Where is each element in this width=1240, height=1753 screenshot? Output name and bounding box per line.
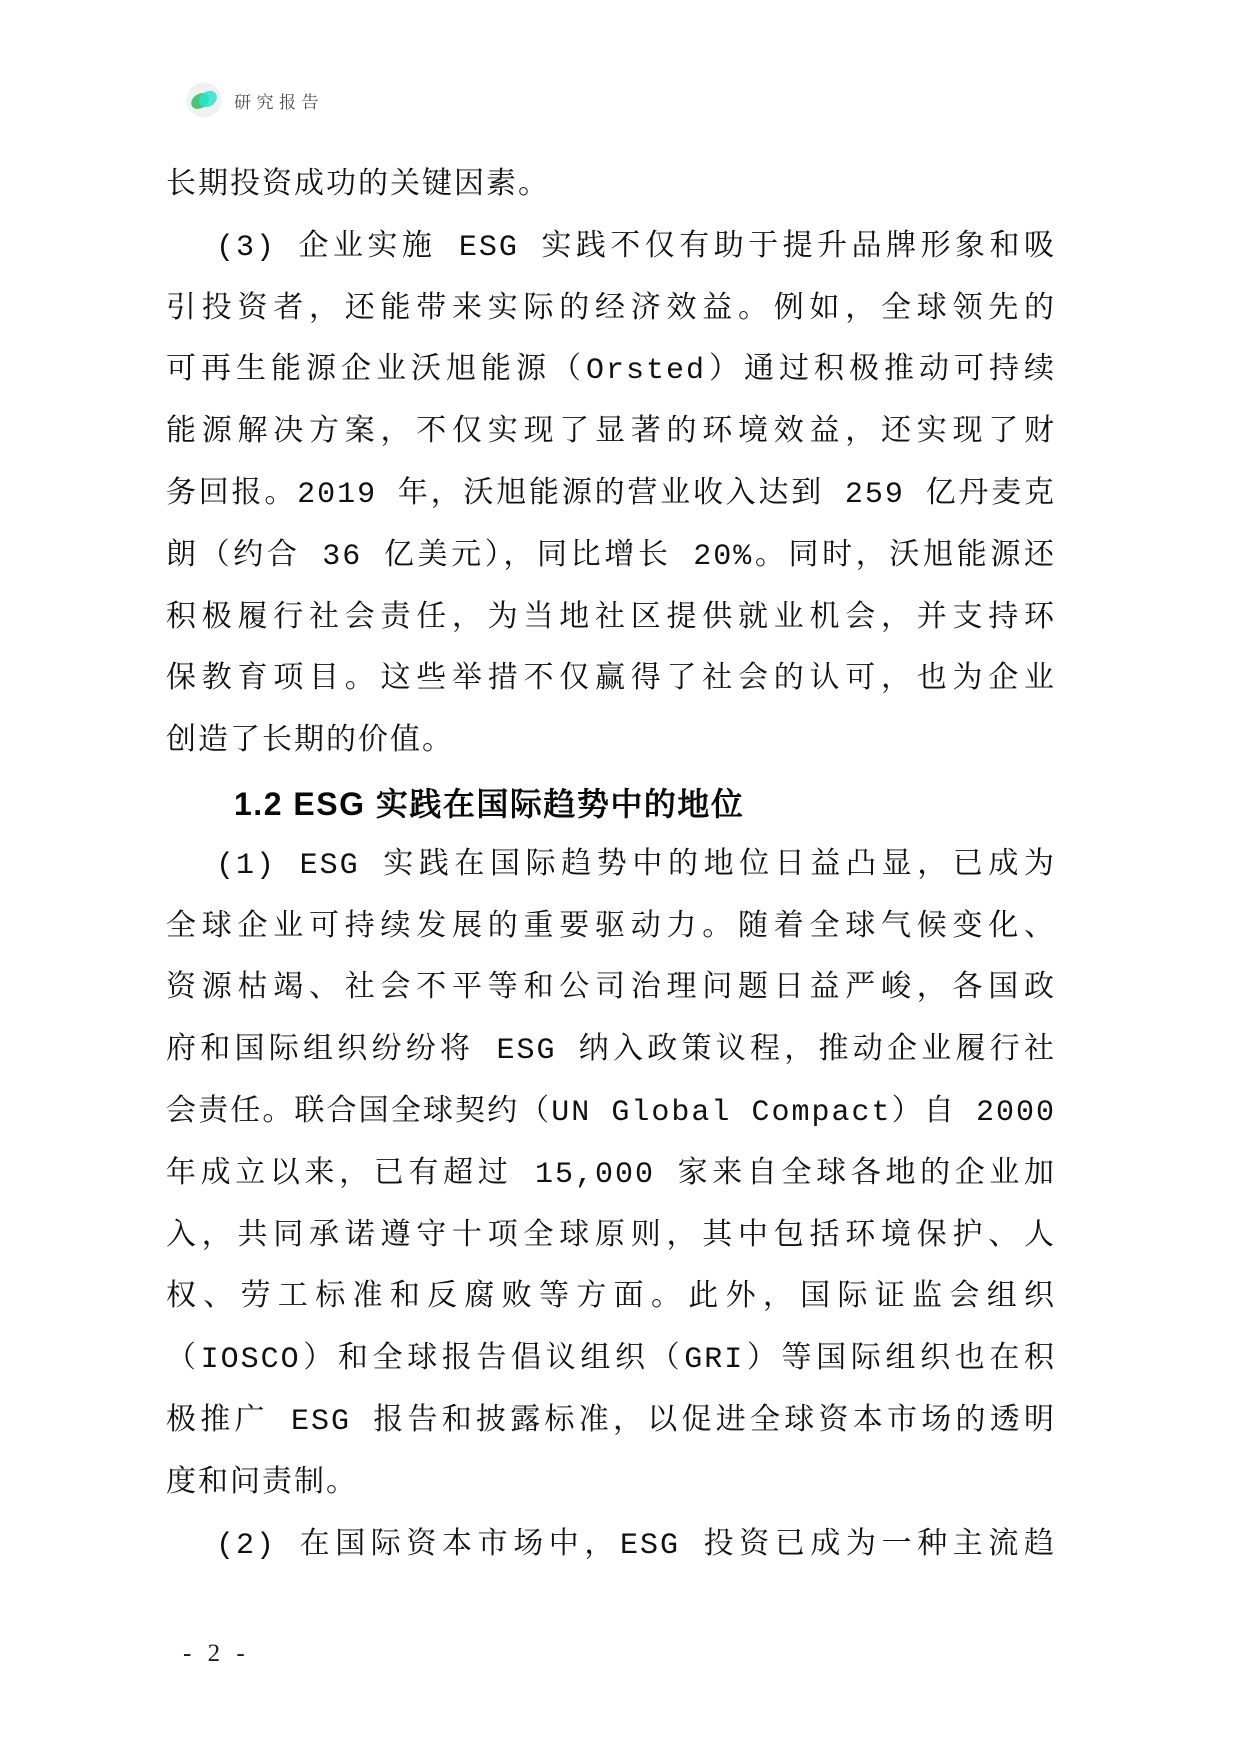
body-line: 长期投资成功的关键因素。 (166, 169, 550, 203)
body-line: 保教育项目。这些举措不仅赢得了社会的认可，也为企业 (166, 663, 1056, 698)
body-line: 引投资者，还能带来实际的经济效益。例如，全球领先的 (166, 292, 1056, 327)
section-heading: 1.2 ESG 实践在国际趋势中的地位 (234, 785, 745, 822)
body-line: 入，共同承诺遵守十项全球原则，其中包括环境保护、人 (166, 1219, 1056, 1254)
body-line: 府和国际组织纷纷将 ESG 纳入政策议程，推动企业履行社 (166, 1034, 1056, 1069)
body-line: 权、劳工标准和反腐败等方面。此外，国际证监会组织 (166, 1281, 1056, 1316)
body-line: 极推广 ESG 报告和披露标准，以促进全球资本市场的透明 (166, 1404, 1056, 1439)
body-line: 可再生能源企业沃旭能源（Orsted）通过积极推动可持续 (166, 354, 1056, 389)
body-line: 务回报。2019 年，沃旭能源的营业收入达到 259 亿丹麦克 (166, 477, 1056, 512)
body-line: 年成立以来，已有超过 15,000 家来自全球各地的企业加 (166, 1157, 1056, 1192)
body-line: (2) 在国际资本市场中，ESG 投资已成为一种主流趋 (216, 1528, 1056, 1563)
body-line: 能源解决方案，不仅实现了显著的环境效益，还实现了财 (166, 416, 1056, 451)
body-line: 资源枯竭、社会不平等和公司治理问题日益严峻，各国政 (166, 972, 1056, 1007)
document-body (166, 156, 1056, 1577)
body-line: 朗（约合 36 亿美元），同比增长 20%。同时，沃旭能源还 (166, 539, 1056, 574)
body-line: （IOSCO）和全球报告倡议组织（GRI）等国际组织也在积 (166, 1343, 1056, 1378)
body-line: 积极履行社会责任，为当地社区提供就业机会，并支持环 (166, 601, 1056, 636)
body-line: 会责任。联合国全球契约（UN Global Compact）自 2000 (166, 1095, 1056, 1130)
body-line: (3) 企业实施 ESG 实践不仅有助于提升品牌形象和吸 (216, 230, 1056, 265)
brand-label: 研究报告 (234, 92, 324, 112)
dual-leaf-logo-icon (186, 82, 222, 118)
body-line: 度和问责制。 (166, 1466, 358, 1501)
body-line: 全球企业可持续发展的重要驱动力。随着全球气候变化、 (166, 910, 1056, 945)
body-line: (1) ESG 实践在国际趋势中的地位日益凸显，已成为 (216, 848, 1056, 883)
page-number: - 2 - (183, 1640, 250, 1667)
body-line: 创造了长期的价值。 (166, 725, 454, 760)
page-header (186, 82, 324, 118)
